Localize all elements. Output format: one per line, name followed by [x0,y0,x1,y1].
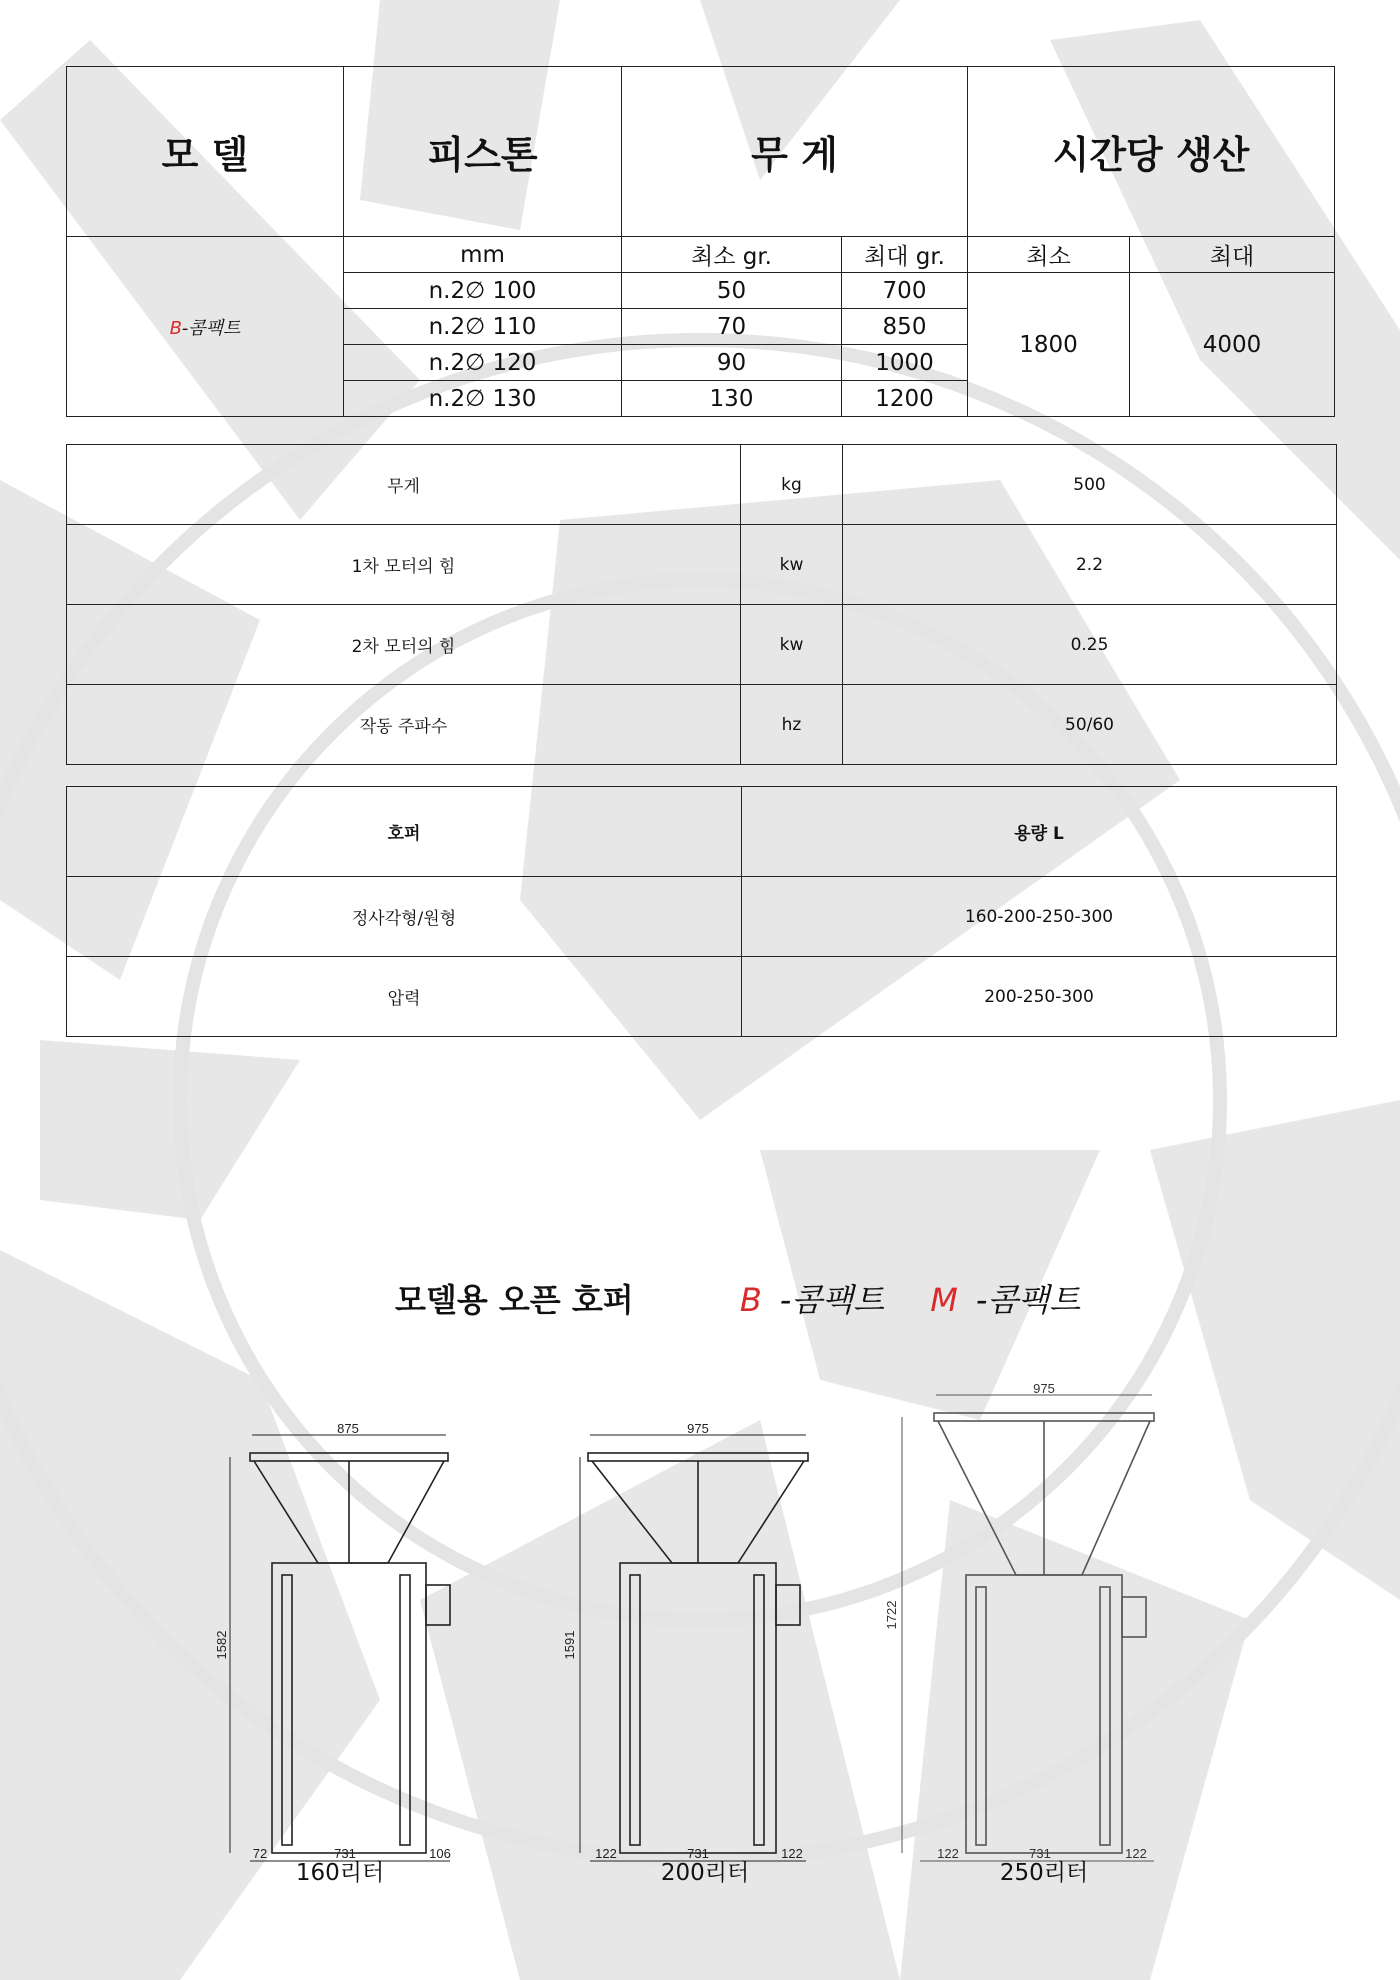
model-b-suffix: -콤팩트 [779,1281,885,1319]
section-heading [395,1275,1195,1325]
subheader-mm: mm [344,237,622,273]
hopper-value-cell: 200-250-300 [742,957,1337,1037]
max-gr-cell: 1200 [842,381,968,417]
drawings-svg [190,1375,1210,1895]
hopper-header: 호퍼 [67,787,742,877]
dim-top-width: 975 [1033,1381,1055,1396]
max-gr-cell: 850 [842,309,968,345]
dim-base-mid: 731 [687,1846,709,1861]
header-production: 시간당 생산 [968,67,1335,237]
min-gr-cell: 70 [622,309,842,345]
model-m-prefix: M [930,1281,958,1319]
piston-cell: n.2∅ 100 [344,273,622,309]
drawing-160 [214,1421,451,1861]
dim-top-width: 875 [337,1421,359,1436]
section-models [740,1281,1116,1319]
piston-cell: n.2∅ 130 [344,381,622,417]
caption-250: 250리터 [999,1860,1089,1886]
motor-label-cell: 1차 모터의 힘 [67,525,741,605]
model-cell [67,237,344,417]
caption-200: 200리터 [660,1860,750,1886]
dim-base-left: 122 [595,1846,617,1861]
hopper-label-cell: 압력 [67,957,742,1037]
min-gr-cell: 130 [622,381,842,417]
dim-base-mid: 731 [334,1846,356,1861]
hopper-label-cell: 정사각형/원형 [67,877,742,957]
section-title: 모델용 오픈 호퍼 [395,1281,634,1319]
capacity-header: 용량 L [742,787,1337,877]
dim-base-left: 122 [937,1846,959,1861]
drawing-200 [562,1421,808,1861]
subheader-min-gr: 최소 gr. [622,237,842,273]
production-min-cell: 1800 [968,273,1130,417]
dim-base-left: 72 [252,1846,268,1861]
motor-unit-cell: hz [741,685,843,765]
motor-label-cell: 작동 주파수 [67,685,741,765]
dim-base-right: 122 [781,1846,803,1861]
hopper-table [66,786,1336,1036]
motor-unit-cell: kw [741,525,843,605]
dim-height: 1582 [214,1630,229,1660]
header-weight: 무 게 [622,67,968,237]
dim-base-right: 122 [1125,1846,1147,1861]
dim-height: 1591 [562,1630,577,1660]
dim-top-width: 975 [687,1421,709,1436]
motor-label-cell: 무게 [67,445,741,525]
model-suffix: -콤팩트 [181,317,241,339]
model-b-prefix: B [739,1281,762,1319]
model-b-label [740,1281,902,1319]
model-m-suffix: -콤팩트 [975,1281,1081,1319]
motor-label-cell: 2차 모터의 힘 [67,605,741,685]
motor-value-cell: 500 [843,445,1337,525]
subheader-max: 최대 [1130,237,1335,273]
model-m-label [930,1281,1098,1319]
drawing-250 [884,1381,1154,1861]
header-model: 모 델 [67,67,344,237]
piston-cell: n.2∅ 120 [344,345,622,381]
header-piston: 피스톤 [344,67,622,237]
hopper-drawings [190,1375,1210,1895]
dim-base-mid: 731 [1029,1846,1051,1861]
motor-value-cell: 0.25 [843,605,1337,685]
caption-160: 160리터 [295,1860,385,1886]
dim-height: 1722 [884,1600,899,1630]
piston-cell: n.2∅ 110 [344,309,622,345]
subheader-min: 최소 [968,237,1130,273]
motor-value-cell: 2.2 [843,525,1337,605]
max-gr-cell: 1000 [842,345,968,381]
spec-table [66,66,1334,415]
subheader-max-gr: 최대 gr. [842,237,968,273]
hopper-value-cell: 160-200-250-300 [742,877,1337,957]
dim-base-right: 106 [429,1846,451,1861]
max-gr-cell: 700 [842,273,968,309]
production-max-cell: 4000 [1130,273,1335,417]
motor-unit-cell: kg [741,445,843,525]
min-gr-cell: 90 [622,345,842,381]
motor-value-cell: 50/60 [843,685,1337,765]
min-gr-cell: 50 [622,273,842,309]
motor-table [66,444,1336,764]
model-prefix: B [169,317,182,339]
motor-unit-cell: kw [741,605,843,685]
